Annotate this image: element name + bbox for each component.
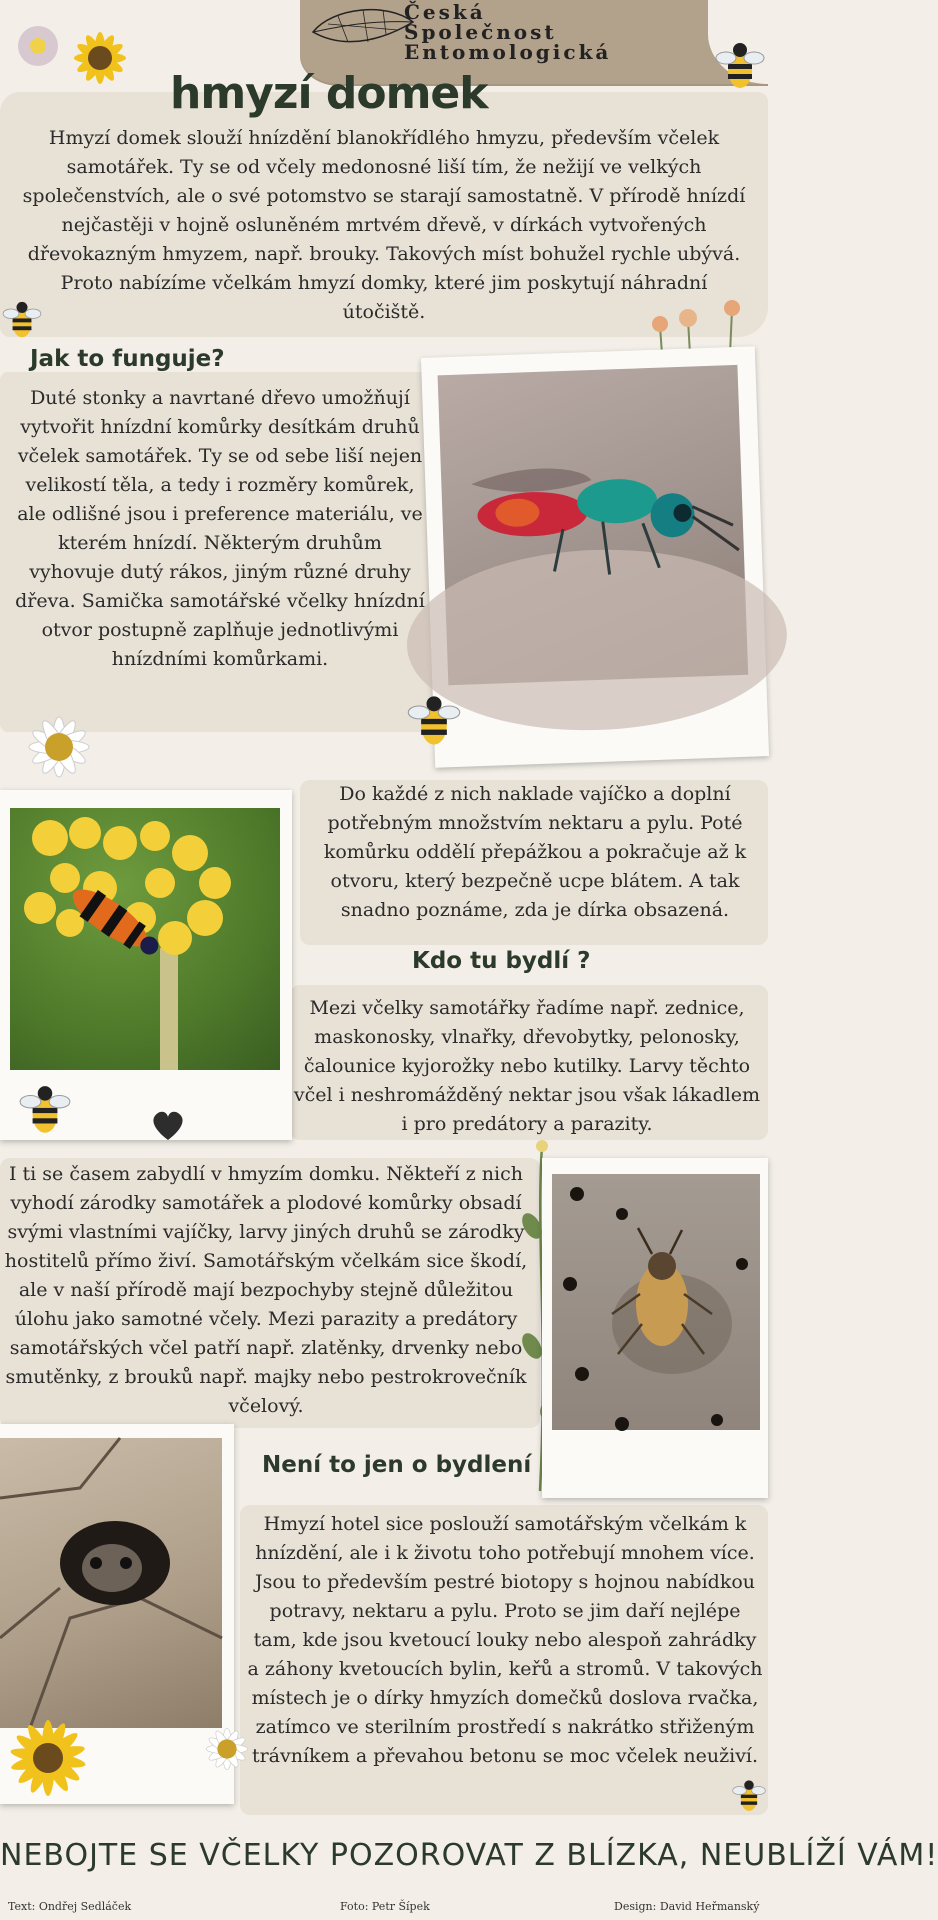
page-title: hmyzí domek (170, 68, 488, 119)
footer-slogan: NEBOJTE SE VČELKY POZOROVAT Z BLÍZKA, NEUBLÍŽÍ VÁM! (0, 1838, 938, 1873)
society-line-1: Česká (404, 0, 486, 24)
photo-frame (421, 346, 769, 767)
daisy-icon (14, 702, 104, 792)
society-name (404, 2, 704, 62)
bee-icon (730, 1766, 768, 1826)
section1-paragraph: Duté stonky a navrtané dřevo umožňují vytvořit hnízdní komůrky desítkám druhů včelek samotářek. Ty se od sebe liší nejen velikostí těla, a tedy i rozměry komůrek, ale odlišné jsou i preference materiálu, ve kterém hnízdí. Některým druhům vyhovuje dutý rákos, jiným různé druhy dřeva. Samička samotářské včelky hnízdní otvor postupně zaplňuje jednotlivými hnízdními komůrkami. (15, 387, 425, 670)
checkered-beetle-photo (10, 808, 280, 1070)
section-heading-who-lives-here: Kdo tu bydlí ? (412, 948, 591, 974)
bee-icon (404, 682, 464, 760)
section5-paragraph: Hmyzí hotel sice poslouží samotářským včelkám k hnízdění, ale i k životu toho potřebují mnohem více. Jsou to především pestré biotopy s hojnou nabídkou potravy, nektaru a pylu. Proto se jim daří nejlépe tam, kde jsou kvetoucí louky nebo alespoň zahrádky a záhony kvetoucích bylin, keřů a stromů. V takových místech je o dírky hmyzích domečků doslova rvačka, zatímco ve sterilním prostředí s nakrátko střiženým trávníkem a převahou betonu se moc včelek neuživí. (247, 1513, 763, 1767)
bee-icon (712, 36, 768, 96)
intro-paragraph: Hmyzí domek slouží hnízdění blanokřídlého hmyzu, především včelek samotářek. Ty se od včely medonosné liší tím, že nežijí ve velkých společenstvích, ale o své potomstvo se starají samostatně. V přírodě hnízdí nejčastěji v hojně osluněném mrtvém dřevě, v dírkách vytvořených dřevokazným hmyzem, např. brouky. Takových míst bohužel rychle ubývá. Proto nabízíme včelkám hmyzí domky, které jim poskytují náhradní útočiště. (22, 127, 746, 323)
section2-paragraph: Do každé z nich naklade vajíčko a doplní potřebným množstvím nektaru a pylu. Poté komůrku oddělí přepážkou a pokračuje až k otvoru, který bezpečně ucpe blátem. A tak snadno poznáme, zda je dírka obsazená. (323, 783, 747, 921)
cuckoo-wasp-photo (438, 365, 749, 685)
design-credit: Design: David Heřmanský (614, 1900, 760, 1913)
text-credit: Text: Ondřej Sedláček (8, 1900, 132, 1913)
section4-paragraph: I ti se časem zabydlí v hmyzím domku. Někteří z nich vyhodí zárodky samotářek a plodové komůrky obsadí svými vlastními vajíčky, larvy jiných druhů se zárodky hostitelů přímo živí. Samotářským včelkám sice škodí, ale v naší přírodě mají bezpochyby stejně důležitou úlohu jako samotné včely. Mezi parazity a predátory samotářských včel patří např. zlatěnky, drvenky nebo smutěnky, z brouků např. majky nebo pestrokrovečník včelový. (4, 1163, 528, 1417)
photo-frame (542, 1158, 768, 1498)
society-line-2: Společnost (404, 20, 557, 44)
flower-decoration-icon (8, 6, 138, 96)
heart-icon (150, 1110, 186, 1142)
photo-credit: Foto: Petr Šípek (340, 1900, 430, 1913)
bee-in-wood-photo (0, 1438, 222, 1728)
section3-paragraph: Mezi včelky samotářky řadíme např. zednice, maskonosky, vlnařky, dřevobytky, pelonosky, čalounice kyjorožky nebo kutilky. Larvy těchto včel i neshromážděný nektar jsou však lákadlem i pro predátory a parazity. (293, 997, 761, 1135)
bee-icon (16, 1072, 74, 1148)
flower-decoration-icon (0, 1708, 100, 1808)
society-line-3: Entomologická (404, 40, 612, 64)
bee-at-nest-photo (552, 1174, 760, 1430)
section-heading-how-it-works: Jak to funguje? (30, 346, 225, 372)
section-heading-not-just-living: Není to jen o bydlení (262, 1452, 532, 1478)
wing-logo-icon (308, 2, 418, 72)
